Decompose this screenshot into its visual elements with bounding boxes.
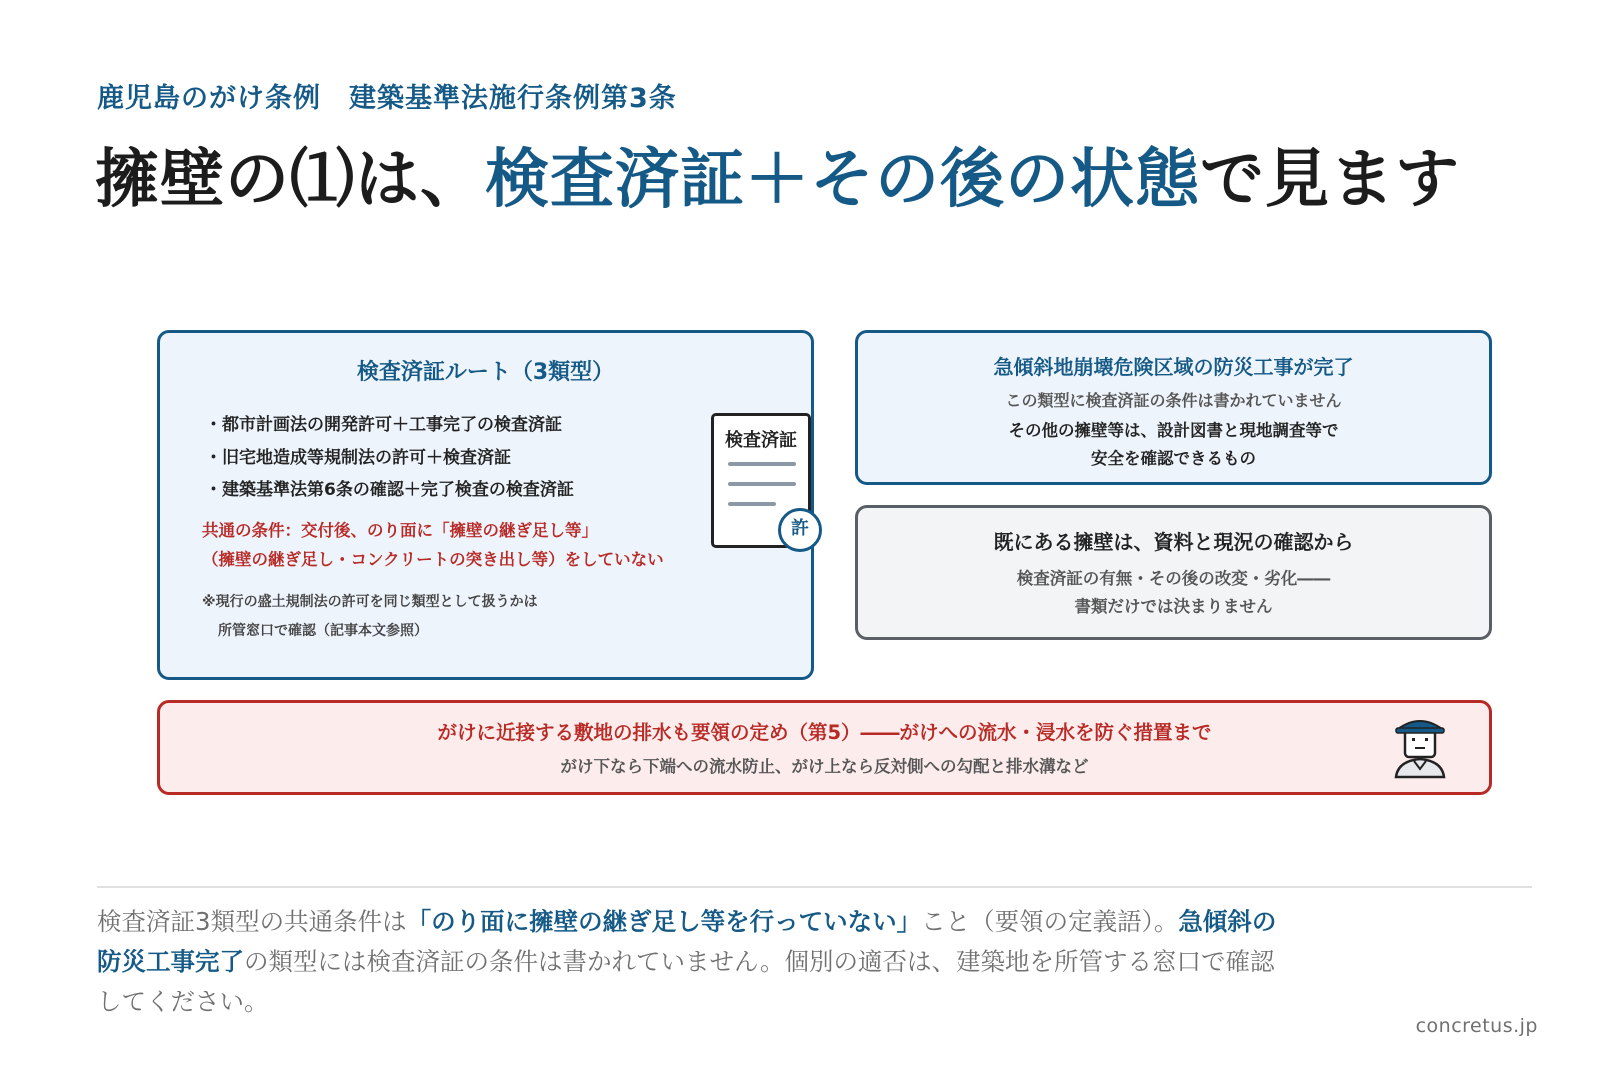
disaster-subtitle: この類型に検査済証の条件は書かれていません bbox=[1005, 391, 1342, 410]
existing-title: 既にある擁壁は、資料と現況の確認から bbox=[993, 530, 1354, 554]
page-kicker: 鹿児島のがけ条例 建築基準法施行条例第3条 bbox=[97, 83, 677, 114]
route-note bbox=[202, 588, 538, 646]
disaster-prevention-panel bbox=[855, 330, 1492, 485]
existing-body-line-2: 書類だけでは決まりません bbox=[1074, 597, 1273, 616]
note-line-1: ※現行の盛土規制法の許可を同じ類型として扱うかは bbox=[202, 594, 538, 610]
route-item: ・建築基準法第6条の確認＋完了検査の検査済証 bbox=[205, 480, 574, 500]
page-title bbox=[95, 128, 1460, 220]
existing-body-line-1: 検査済証の有無・その後の改変・劣化―― bbox=[1016, 569, 1331, 588]
title-plus: ＋ bbox=[745, 143, 810, 217]
summary-part-1: 検査済証3類型の共通条件は bbox=[97, 907, 407, 936]
disaster-body bbox=[858, 417, 1489, 473]
drainage-panel bbox=[157, 700, 1492, 795]
title-highlight-inspection: 検査済証 bbox=[485, 143, 745, 217]
note-line-2: 所管窓口で確認（記事本文参照） bbox=[218, 623, 428, 639]
summary-emphasis-1: 「のり面に擁壁の継ぎ足し等を行っていない」 bbox=[406, 907, 922, 936]
title-post: で見ます bbox=[1200, 143, 1460, 217]
summary-part-2: こと（要領の定義語）。 bbox=[921, 907, 1179, 936]
doc-line bbox=[728, 482, 796, 486]
route-title: 検査済証ルート（3類型） bbox=[356, 360, 615, 385]
doc-line bbox=[728, 462, 796, 466]
drainage-title: がけに近接する敷地の排水も要領の定め（第5）――がけへの流水・浸水を防ぐ措置まで bbox=[437, 721, 1212, 744]
title-highlight-state: その後の状態 bbox=[810, 143, 1200, 217]
route-list bbox=[205, 409, 574, 507]
common-condition bbox=[202, 516, 664, 574]
route-item: ・都市計画法の開発許可＋工事完了の検査済証 bbox=[205, 415, 562, 435]
condition-line-1: 共通の条件：交付後、のり面に「擁壁の継ぎ足し等」 bbox=[202, 521, 598, 540]
existing-body bbox=[858, 565, 1489, 621]
title-pre: 擁壁の⑴は、 bbox=[95, 143, 485, 217]
disaster-title: 急傾斜地崩壊危険区域の防災工事が完了 bbox=[993, 355, 1354, 379]
permit-stamp-icon: 許 bbox=[778, 508, 822, 552]
inspection-route-panel bbox=[157, 330, 814, 680]
divider bbox=[97, 886, 1532, 888]
drainage-subtitle: がけ下なら下端への流水防止、がけ上なら反対側への勾配と排水溝など bbox=[560, 757, 1089, 776]
summary-emphasis-2: 急傾斜の防災工事完了 bbox=[97, 907, 1277, 976]
route-item: ・旧宅地造成等規制法の許可＋検査済証 bbox=[205, 447, 511, 468]
site-credit: concretus.jp bbox=[1415, 1015, 1538, 1037]
disaster-body-line-1: その他の擁壁等は、設計図書と現地調査等で bbox=[1008, 421, 1339, 440]
doc-line bbox=[728, 502, 776, 506]
existing-wall-panel bbox=[855, 505, 1492, 640]
certificate-doc-title: 検査済証 bbox=[725, 430, 797, 451]
summary-paragraph bbox=[97, 902, 1277, 1022]
condition-line-2: （擁壁の継ぎ足し・コンクリートの突き出し等）をしていない bbox=[202, 550, 664, 569]
inspector-person-icon bbox=[1390, 715, 1450, 779]
summary-part-3: の類型には検査済証の条件は書かれていません。個別の適否は、建築地を所管する窓口で確認してください。 bbox=[97, 947, 1275, 1016]
disaster-body-line-2: 安全を確認できるもの bbox=[1091, 449, 1256, 468]
